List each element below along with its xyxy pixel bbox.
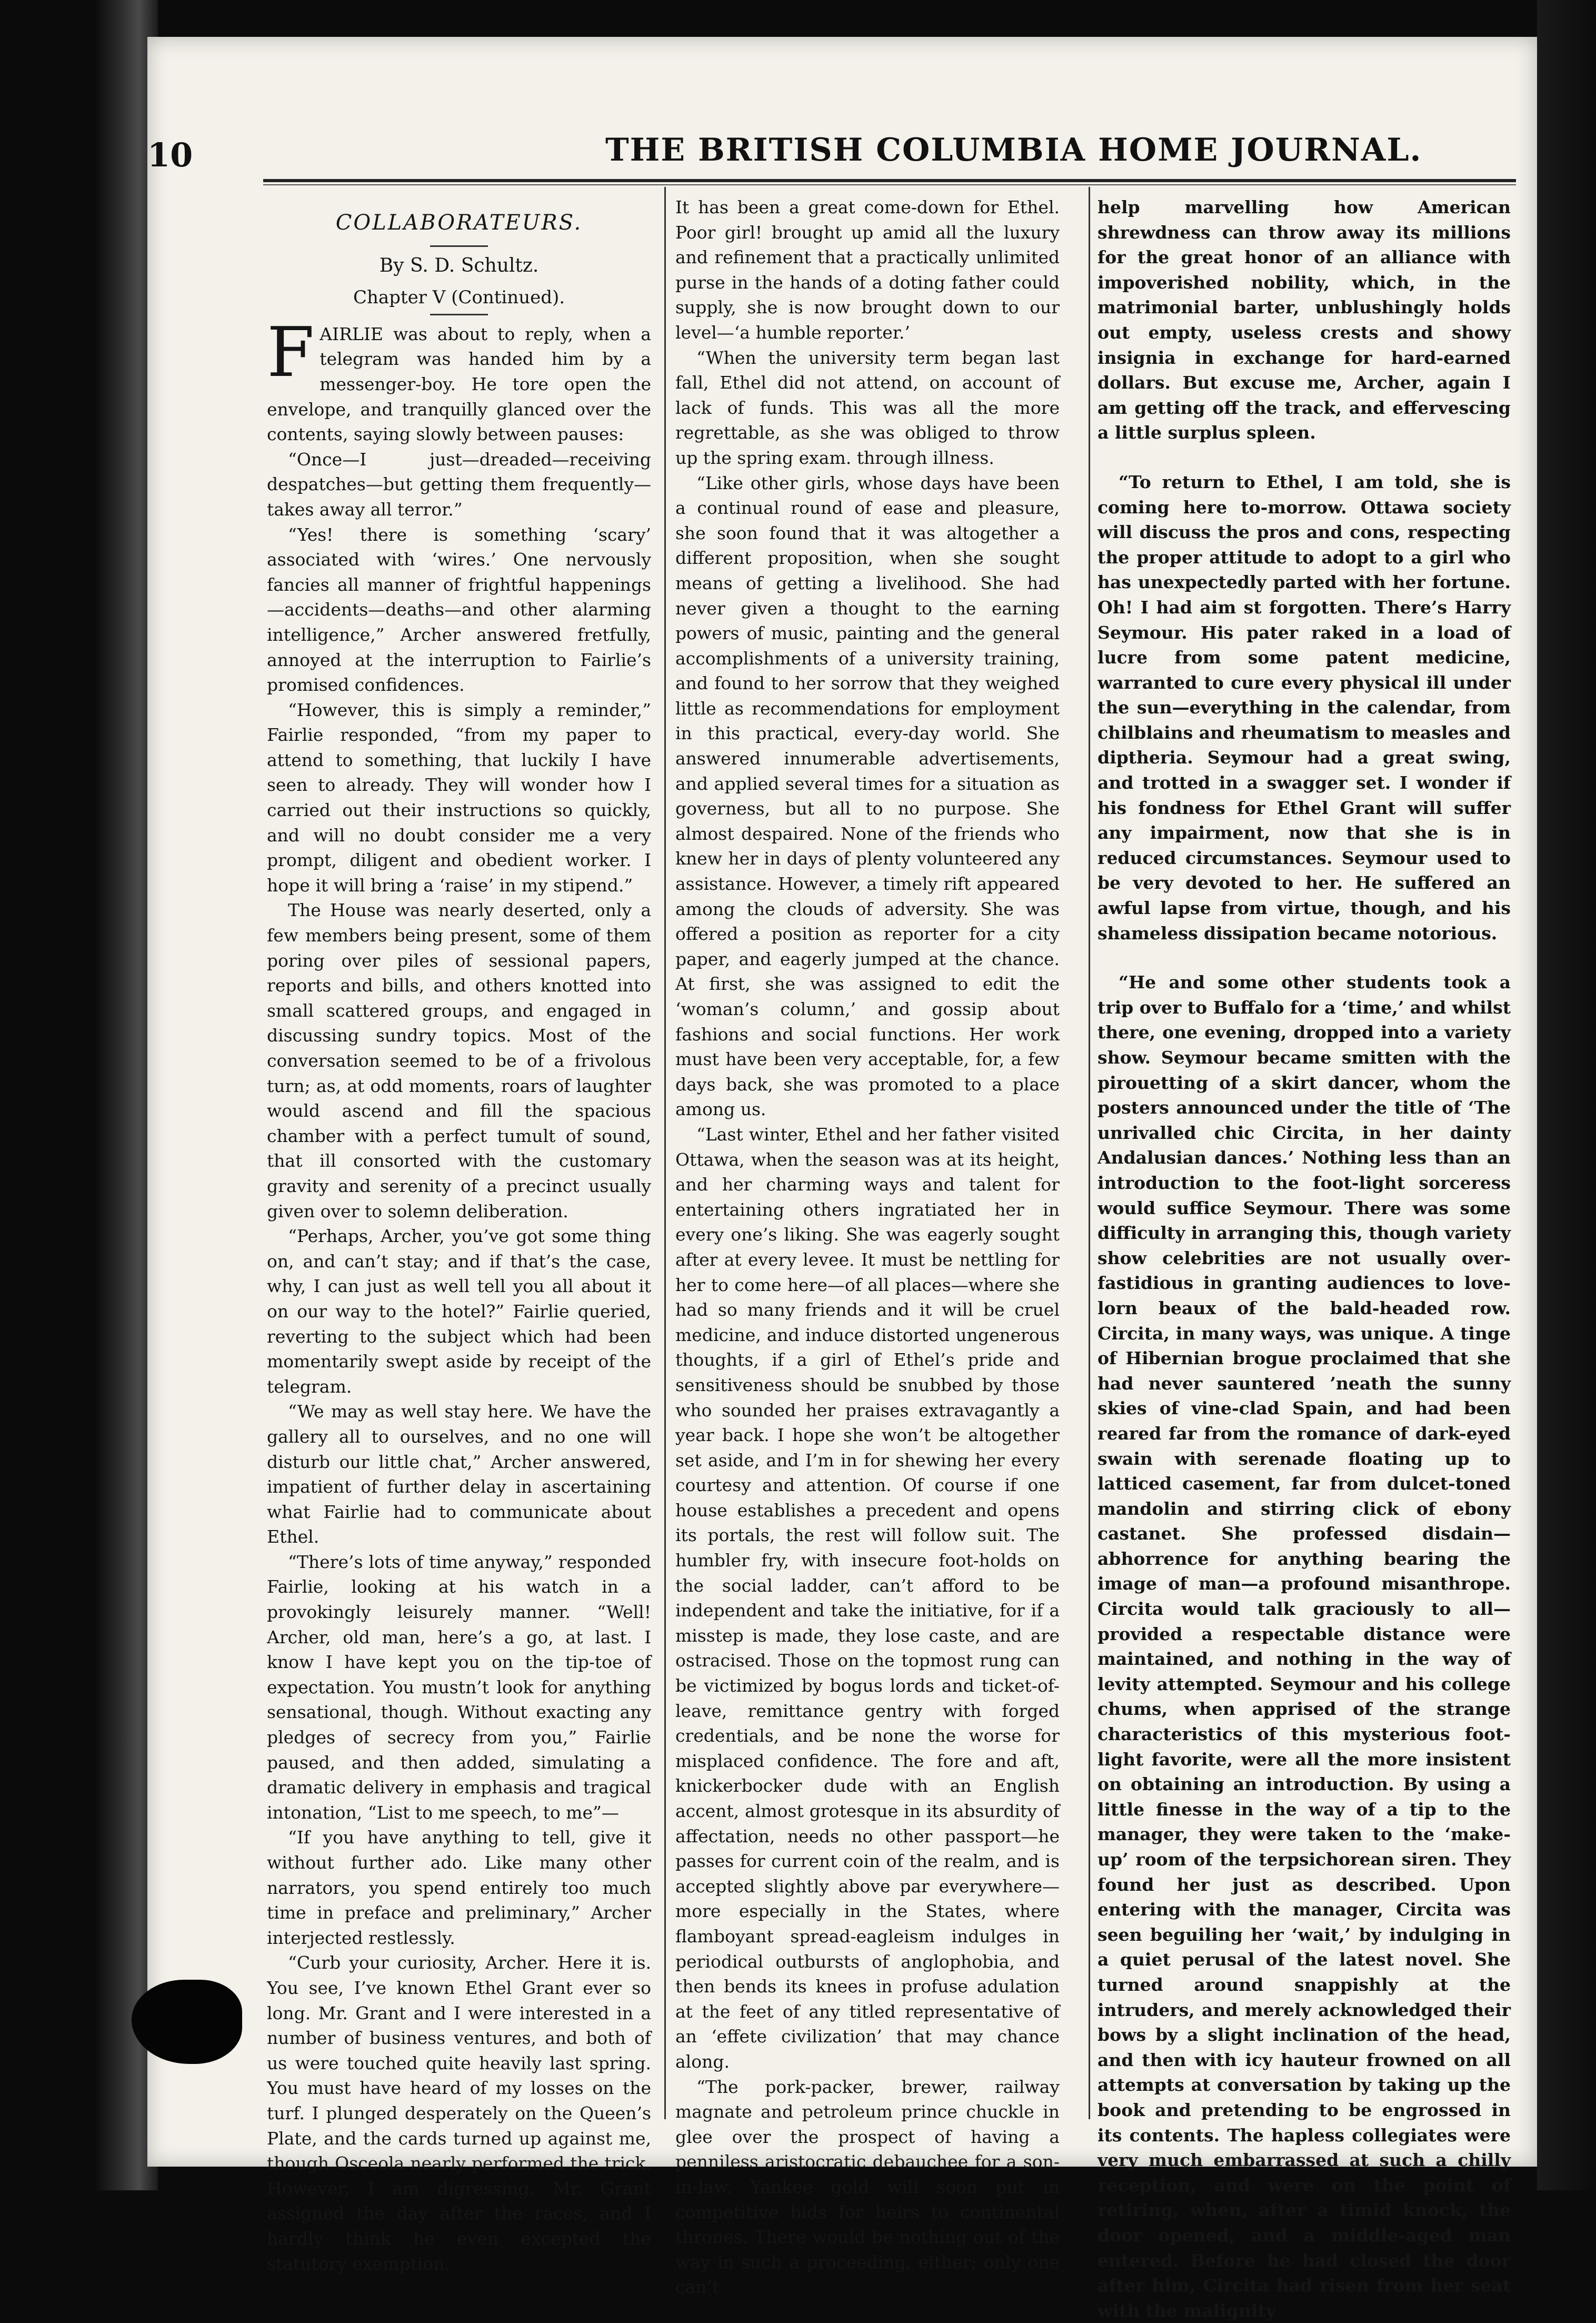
chapter-rule [430,314,488,315]
paragraph: “The pork-packer, brewer, railway magnate and petroleum prince chuckle in glee over the prospect of having a penniless aristocratic debauchee for a son-in-law. Yankee gold will soon put in competitive bids for heirs to continental thrones. There would be nothing out of the way in such a proceeding, either; only one can’t [675,2076,1060,2298]
paragraph: “There’s lots of time anyway,” responded Fairlie, looking at his watch in a provokingly leisurely manner. “Well! Archer, old man, here’s a go, at last. I know I have kept you on the tip-toe of expectation. You mustn’t look for anything sensational, though. Without exacting any pledges of secrecy from you,” Fairlie paused, and then added, simulating a dramatic delivery in emphasis and tragical intonation, “List to me speech, to me”— [267,1551,651,1823]
paragraph-gap [1098,445,1511,470]
paragraph: “We may as well stay here. We have the gallery all to ourselves, and no one will disturb our little chat,” Archer answered, impatient of further delay in ascertaining what Fairlie had to communicate about Ethel. [267,1401,651,1547]
column-divider-2 [1089,187,1090,2119]
header-rule-thin [263,184,1516,185]
paragraph: AIRLIE was about to reply, when a telegram was handed him by a messenger-boy. He tore open the envelope, and tranquilly glanced over the contents, saying slowly between pauses: [267,323,651,445]
film-edge-right [1537,0,1596,2190]
paragraph: The House was nearly deserted, only a few members being present, some of them poring over piles of sessional papers, reports and bills, and others knotted into small scattered groups, and engaged in discussing sundry topics. Most of the conversation seemed to be of a frivolous turn; as, at odd moments, roars of laughter would ascend and fill the spacious chamber with a perfect tumult of sound, that ill consorted with the customary gravity and serenity of a precinct usually given over to solemn deliberation. [267,900,651,1222]
paragraph-gap [1098,946,1511,970]
article-title: COLLABORATEURS. [335,211,583,235]
column-1-text [267,312,651,2276]
article-byline: By S. D. Schultz. [379,254,539,276]
paragraph: “Last winter, Ethel and her father visited Ottawa, when the season was at its height, and her charming ways and talent for entertaining others ingratiated her in every one’s liking. She was eagerly sought after at every levee. It must be nettling for her to come here—of all places—where she had so many friends and it will be cruel medicine, and induce distorted ungenerous thoughts, if a girl of Ethel’s pride and sensitiveness should be snubbed by those who sounded her praises extravagantly a year back. I hope she won’t be altogether set aside, and I’m in for shewing her every courtesy and attention. Of course if one house establishes a precedent and opens its portals, the rest will follow suit. The humbler fry, with insecure foot-holds on the social ladder, can’t afford to be independent and take the initiative, for if a misstep is made, they lose caste, and are ostracised. Those on the topmost rung can be victimized by bogus lords and ticket-of-leave, remittance gentry with forged credentials, and be none the worse for misplaced confidence. The fore and aft, knickerbocker dude with an English accent, almost grotesque in its absurdity of affectation, needs no other passport—he passes for current coin of the realm, and is accepted slightly above par everywhere—more especially in the States, where flamboyant spread-eagleism indulges in periodical outbursts of anglophobia, and then bends its knees in profuse adulation at the feet of any titled representative of an ‘effete civilization’ that may chance along. [675,1124,1060,2072]
column-divider-1 [664,187,666,2119]
paragraph: “Yes! there is something ‘scary’ associated with ‘wires.’ One nervously fancies all manner of frightful happenings—accidents—deaths—and other alarming intelligence,” Archer answered fretfully, annoyed at the interruption to Fairlie’s promised confidences. [267,524,651,696]
drop-cap: F [267,312,315,392]
paragraph: It has been a great come-down for Ethel. Poor girl! brought up amid all the luxury and refinement that a practically unlimited purse in the hands of a doting father could supply, she is now brought down to our level—‘a humble reporter.’ [675,197,1060,343]
paragraph: “Once—I just—dreaded—receiving despatches—but getting them frequently—takes away all terror.” [267,449,651,520]
paragraph: “Curb your curiosity, Archer. Here it is. You see, I’ve known Ethel Grant ever so long. Mr. Grant and I were interested in a number of business ventures, and both of us were touched quite heavily last spring. You must have heard of my losses on the turf. I plunged desperately on the Queen’s Plate, and the cards turned up against me, though Osceola nearly performed the trick. However, I am digressing. Mr. Grant assigned the day after the races, and I hardly think he even excepted the statutory exemption. [267,1952,651,2274]
paragraph: “Perhaps, Archer, you’ve got some thing on, and can’t stay; and if that’s the case, why, I can just as well tell you all about it on our way to the hotel?” Fairlie queried, reverting to the subject which had been momentarily swept aside by receipt of the telegram. [267,1226,651,1397]
paragraph: “If you have anything to tell, give it without further ado. Like many other narrators, you spend entirely too much time in preface and preliminary,” Archer interjected restlessly. [267,1827,651,1948]
article-column-2 [675,195,1060,2298]
paragraph: “When the university term began last fall, Ethel did not attend, on account of lack of funds. This was all the more regrettable, as she was obliged to throw up the spring exam. through illness. [675,347,1060,468]
header-rule [263,179,1516,182]
paragraph: “Like other girls, whose days have been a continual round of ease and pleasure, she soon found that it was altogether a different proposition, when she sought means of getting a livelihood. She had never given a thought to the earning powers of music, painting and the general accomplishments of a university training, and found to her sorrow that they weighed little as recommendations for employment in this practical, every-day world. She answered innumerable advertisements, and applied several times for a situation as governess, but all to no purpose. She almost despaired. None of the friends who knew her in days of plenty volunteered any assistance. However, a timely rift appeared among the clouds of adversity. She was offered a position as reporter for a city paper, and eagerly jumped at the chance. At first, she was assigned to edit the ‘woman’s column,’ and gossip about fashions and social functions. Her work must have been very acceptable, for, a few days back, she was promoted to a place among us. [675,472,1060,1120]
title-rule [430,245,488,247]
paragraph: “However, this is simply a reminder,” Fairlie responded, “from my paper to attend to something, that luckily I have seen to already. They will wonder how I carried out their instructions so quickly, and will no doubt consider me a very prompt, diligent and obedient worker. I hope it will bring a ‘raise’ in my stipend.” [267,699,651,896]
paragraph: help marvelling how American shrewdness can throw away its millions for the great honor of an alliance with impoverished nobility, which, in the matrimonial barter, unblushingly holds out empty, useless crests and showy insignia in exchange for hard-earned dollars. But excuse me, Archer, again I am getting off the track, and effervescing a little surplus spleen. [1098,197,1511,443]
paragraph: “To return to Ethel, I am told, she is coming here to-morrow. Ottawa society will discuss the pros and cons, respecting the proper attitude to adopt to a girl who has unexpectedly parted with her fortune. Oh! I had aim st forgotten. There’s Harry Seymour. His pater raked in a load of lucre from some patent medicine, warranted to cure every physical ill under the sun—everything in the calendar, from chilblains and rheumatism to measles and diptheria. Seymour had a great swing, and trotted in a swagger set. I wonder if his fondness for Ethel Grant will suffer any impairment, now that she is in reduced circumstances. Seymour used to be very devoted to her. He suffered an awful lapse from virtue, though, and his shameless dissipation became notorious. [1098,471,1511,944]
paragraph: “He and some other students took a trip over to Buffalo for a ‘time,’ and whilst there, one evening, dropped into a variety show. Seymour became smitten with the pirouetting of a skirt dancer, whom the posters announced under the title of ‘The unrivalled chic Circita, in her dainty Andalusian dances.’ Nothing less than an introduction to the foot-light sorceress would suffice Seymour. There was some difficulty in arranging this, though variety show celebrities are not usually over-fastidious in granting audiences to love-lorn beaux of the bald-headed row. Circita, in many ways, was unique. A tinge of Hibernian brogue proclaimed that she had never sauntered ’neath the sunny skies of vine-clad Spain, and had been reared far from the romance of dark-eyed swain with serenade floating up to latticed casement, far from dulcet-toned mandolin and stirring click of ebony castanet. She professed disdain—abhorrence for anything bearing the image of man—a profound misanthrope. Circita would talk graciously to all—provided a respectable distance were maintained, and nothing in the way of levity attempted. Seymour and his college chums, when apprised of the strange characteristics of this mysterious foot-light favorite, were all the more insistent on obtaining an introduction. By using a little finesse in the way of a tip to the manager, they were taken to the ‘make-up’ room of the terpsichorean siren. They found her just as described. Upon entering with the manager, Circita was seen beguiling her ‘wait,’ by indulging in a quiet perusal of the latest novel. She turned around snappishly at the intruders, and merely acknowledged their bows by a slight inclination of the head, and then with icy hauteur frowned on all attempts at conversation by taking up the book and pretending to be engrossed in its contents. The hapless collegiates were very much embarrassed at such a chilly reception, and were on the point of retiring, when, after a timid knock, the door opened, and a middle-aged man entered. Before he had closed the door after him, Circita had risen from her seat with the malignity [1098,972,1511,2321]
page-number: 10 [147,136,193,174]
article-column-3 [1098,195,1511,2321]
chapter-heading: Chapter V (Continued). [353,287,565,309]
article-column-1 [267,195,651,2274]
masthead-title: THE BRITISH COLUMBIA HOME JOURNAL. [605,132,1422,168]
